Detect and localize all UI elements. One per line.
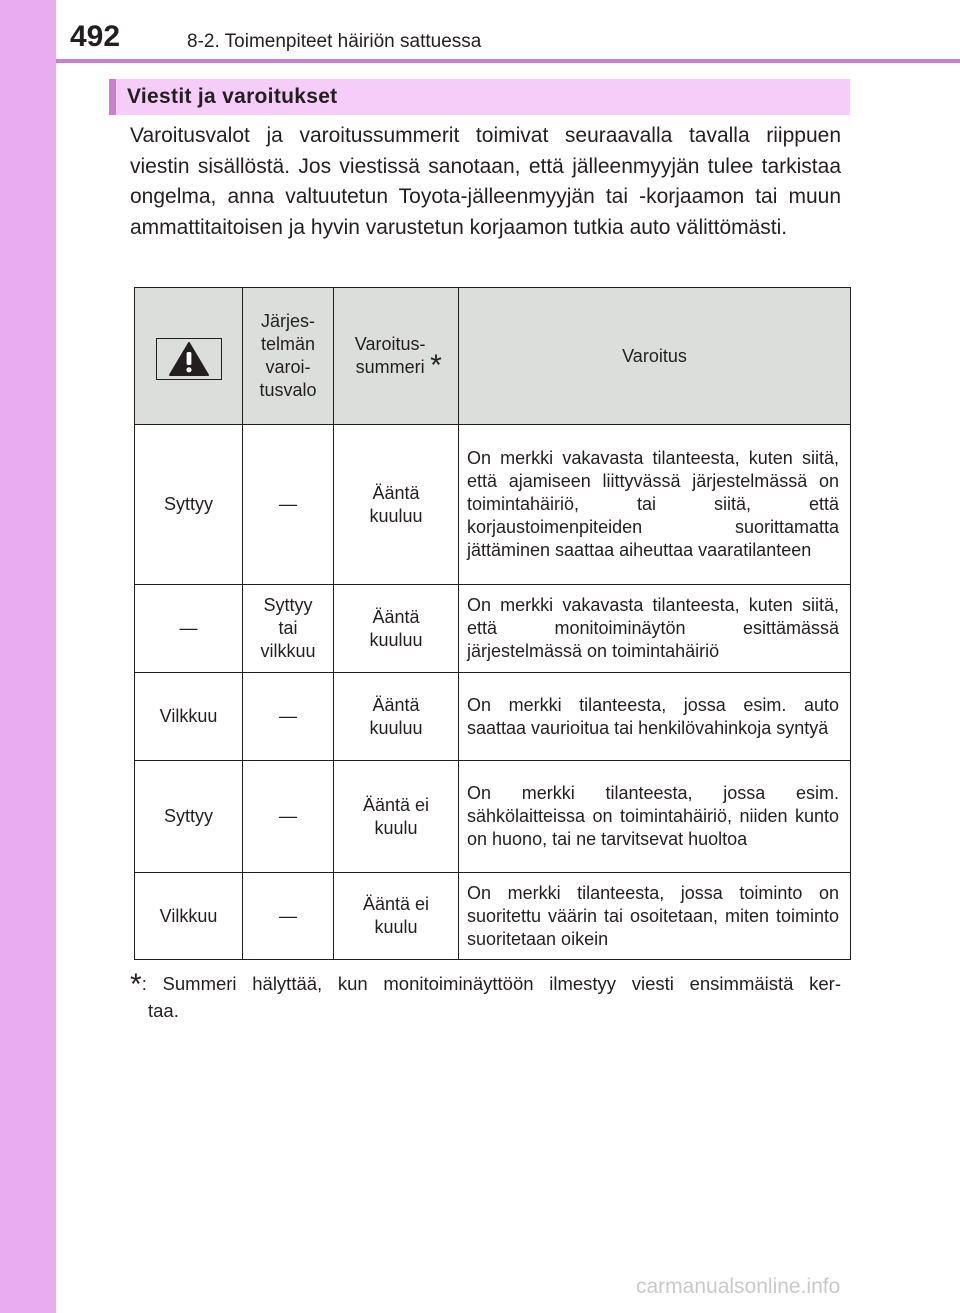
footnote	[130, 967, 841, 1024]
header-warning: Varoitus	[459, 288, 851, 425]
cell-master-warning: Syttyy	[135, 761, 243, 873]
header-system-warning-light: Järjes-telmän varoi-tusvalo	[243, 288, 334, 425]
table-header-row	[135, 288, 851, 425]
table-row	[135, 761, 851, 873]
header-buzzer: Varoitus-summeri *	[334, 288, 459, 425]
section-heading-accent	[109, 79, 116, 115]
cell-buzzer: Ääntä kuuluu	[334, 585, 459, 673]
table-row	[135, 673, 851, 761]
section-heading: Viestit ja varoitukset	[127, 85, 338, 108]
page-number: 492	[70, 20, 121, 53]
footnote-text: : Summeri hälyttää, kun monitoiminäyttöön ilmestyy viesti ensimmäistä ker-	[141, 973, 841, 994]
side-tab-bar	[0, 0, 56, 1313]
footnote-mark: *	[130, 968, 142, 1001]
table-row	[135, 585, 851, 673]
cell-master-warning: Vilkkuu	[135, 873, 243, 960]
warning-triangle-icon	[156, 338, 222, 380]
cell-description: On merkki vakavasta tilanteesta, kuten siitä, että monitoiminäytön esittämässä järjestelmässä on toimintahäiriö	[459, 585, 851, 673]
cell-system-light: Syttyy tai vilkkuu	[243, 585, 334, 673]
cell-master-warning: Syttyy	[135, 425, 243, 585]
intro-paragraph: Varoitusvalot ja varoitussummerit toimivat seuraavalla tavalla riippuen viestin sisällöstä. Jos viestissä sanotaan, että jälleenmyyjän tulee tarkistaa ongelma, anna valtuutetun Toyota-jälleenmyyjän tai -korjaamon tai muun ammattitaitoisen ja hyvin varustetun korjaamon tutkia auto välittömästi.	[130, 124, 841, 239]
table-row	[135, 425, 851, 585]
cell-master-warning: Vilkkuu	[135, 673, 243, 761]
chapter-title: 8-2. Toimenpiteet häiriön sattuessa	[187, 31, 482, 52]
cell-buzzer: Ääntä kuuluu	[334, 425, 459, 585]
warning-table	[134, 287, 851, 960]
cell-system-light: —	[243, 673, 334, 761]
footnote-mark: *	[430, 349, 442, 382]
header-rule	[56, 59, 960, 63]
cell-buzzer: Ääntä ei kuulu	[334, 761, 459, 873]
watermark: carmanualsonline.info	[636, 1275, 841, 1298]
cell-description: On merkki tilanteesta, jossa esim. auto saattaa vaurioitua tai henkilövahinkoja syntyä	[459, 673, 851, 761]
cell-description: On merkki tilanteesta, jossa esim. sähkölaitteissa on toimintahäiriö, niiden kunto on huono, tai ne tarvitsevat huoltoa	[459, 761, 851, 873]
footnote-text-continued: taa.	[148, 1000, 179, 1021]
cell-buzzer: Ääntä kuuluu	[334, 673, 459, 761]
header-master-warning	[135, 288, 243, 425]
section-heading-box	[109, 79, 850, 115]
cell-system-light: —	[243, 873, 334, 960]
cell-description: On merkki tilanteesta, jossa toiminto on suoritettu väärin tai osoitetaan, miten toiminto suoritetaan oikein	[459, 873, 851, 960]
cell-description: On merkki vakavasta tilanteesta, kuten siitä, että ajamiseen liittyvässä järjestelmässä on toimintahäiriö, tai siitä, että korjaustoimenpiteiden suorittamatta jättäminen saattaa aiheuttaa vaaratilanteen	[459, 425, 851, 585]
table-row	[135, 873, 851, 960]
cell-system-light: —	[243, 425, 334, 585]
cell-system-light: —	[243, 761, 334, 873]
cell-buzzer: Ääntä ei kuulu	[334, 873, 459, 960]
cell-master-warning: —	[135, 585, 243, 673]
